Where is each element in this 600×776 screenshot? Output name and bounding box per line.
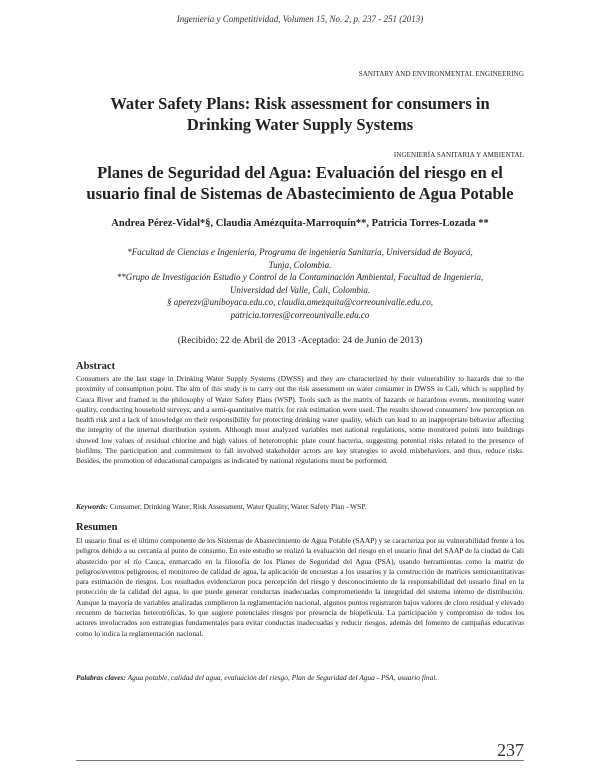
affiliation-line: Tunja, Colombia. xyxy=(268,259,332,270)
title-en-line: Water Safety Plans: Risk assessment for consumers in xyxy=(110,94,490,113)
affiliation-line: *Facultad de Ciencias e Ingeniería, Programa de ingeniería Sanitaria, Universidad de Boyacá, xyxy=(127,247,473,257)
title-en-line: Drinking Water Supply Systems xyxy=(186,115,414,134)
journal-name: Ingeniería y Competitividad xyxy=(176,14,279,24)
journal-header xyxy=(0,14,600,24)
section-label-en: SANITARY AND ENVIRONMENTAL ENGINEERING xyxy=(358,70,524,78)
resumen-heading: Resumen xyxy=(76,522,118,533)
keywords-en xyxy=(76,502,524,512)
volume-info: , Volumen 15, No. 2, p. 237 - 251 (2013) xyxy=(278,14,424,24)
footer-rule xyxy=(76,760,524,761)
keywords-es xyxy=(76,673,524,683)
affiliation-line: Universidad del Valle, Cali, Colombia. xyxy=(229,284,371,295)
received-dates: (Recibido: 22 de Abril de 2013 -Aceptado: 24 de Junio de 2013) xyxy=(177,336,423,346)
title-es xyxy=(60,162,540,204)
abstract-text: Consumers are the last stage in Drinking Water Supply Systems (DWSS) and they are characterized by their vulnerability to hazards due to the proximity of consumption point. The aim of this study is to carry out the risk assessment on water consumer in DWSS in Cali, which is supplied by Cauca River and framed in the philosophy of Water Safety Plans (WSP). Tools such as the matrix of hazards or hazardous events, monitoring water quality, conducting household surveys, and a semi-quantitative matrix for risk estimation were used. The results showed consumers' low perception on health risk and a lack of knowledge on their responsibility for protecting drinking water quality, which can lead to an inappropriate behavior affecting the integrity of the internal distribution system. Although most analyzed variables met national regulations, some monitored points into buildings showed low values of residual chlorine and high values of heterotrophic plate count bacteria, suggesting potential risks related to the presence of biofilms. The participation and commitment to fall involved stakeholder actors are key strategies to avoid misbehaviors, and thus, reduce risks. Besides, the promotion of educational campaigns as indicated by national regulations must be performed. xyxy=(76,374,524,466)
affiliation-line: patricia.torres@correounivalle.edu.co xyxy=(230,309,370,320)
title-en xyxy=(60,93,540,135)
affiliation-line: § aperezv@uniboyaca.edu.co, claudia.amezquita@correounivalle.edu.co, xyxy=(166,297,434,307)
keywords-es-text: Agua potable, calidad del agua, evaluación del riesgo, Plan de Seguridad del Agua - PSA, usuario final. xyxy=(125,673,438,682)
affiliations xyxy=(60,246,540,321)
title-es-line: Planes de Seguridad del Agua: Evaluación del riesgo en el xyxy=(97,163,503,182)
abstract-heading: Abstract xyxy=(76,361,116,372)
keywords-en-label: Keywords: xyxy=(76,502,109,511)
section-label-es: INGENIERÍA SANITARIA Y AMBIENTAL xyxy=(393,151,524,159)
affiliation-line: **Grupo de Investigación Estudio y Control de la Contaminación Ambiental, Facultad de Ingeniería, xyxy=(116,272,484,282)
author-list: Andrea Pérez-Vidal*§, Claudia Amézquita-Marroquín**, Patricia Torres-Lozada ** xyxy=(111,218,489,229)
title-es-line: usuario final de Sistemas de Abastecimiento de Agua Potable xyxy=(86,184,514,203)
resumen-text: El usuario final es el último componente de los Sistemas de Abastecimiento de Agua Potable (SAAP) y se caracteriza por su vulnerabilidad frente a los peligros debido a su cercanía al punto de consumo. En este estudio se realizó la evaluación del riesgo en el usuario final del SAAP de la ciudad de Cali abastecido por el río Cauca, enmarcado en la filosofía de los Planes de Seguridad del Agua (PSA), usando herramientas como la matriz de peligros/eventos peligrosos, el monitoreo de calidad de agua, la aplicación de encuestas a los usuarios y la construcción de matrices semicuantitativas para estimación de riesgos. Los resultados evidenciaron poca percepción del riesgo y desconocimiento de la responsabilidad del usuario final en la protección de la calidad del agua, lo que puede generar conductas inadecuadas comprometiendo la integridad del sistema interno de distribución. Aunque la mayoría de variables analizadas cumplieron la reglamentación nacional, algunos puntos registraron bajos valores de cloro residual y elevado recuento de bacterias heterotróficas, lo que sugiere potenciales riesgos por presencia de biopelícula. La participación y compromiso de todos los actores involucrados son estrategias fundamentales para evitar conductas inadecuadas y reducir riesgos, además del fomento de campañas educativas como lo indica la reglamentación nacional. xyxy=(76,536,524,638)
keywords-es-label: Palabras claves: xyxy=(76,673,126,682)
keywords-en-text: Consumer, Drinking Water, Risk Assessment, Water Quality, Water Safety Plan - WSP. xyxy=(108,502,367,511)
page-number: 237 xyxy=(497,740,524,760)
